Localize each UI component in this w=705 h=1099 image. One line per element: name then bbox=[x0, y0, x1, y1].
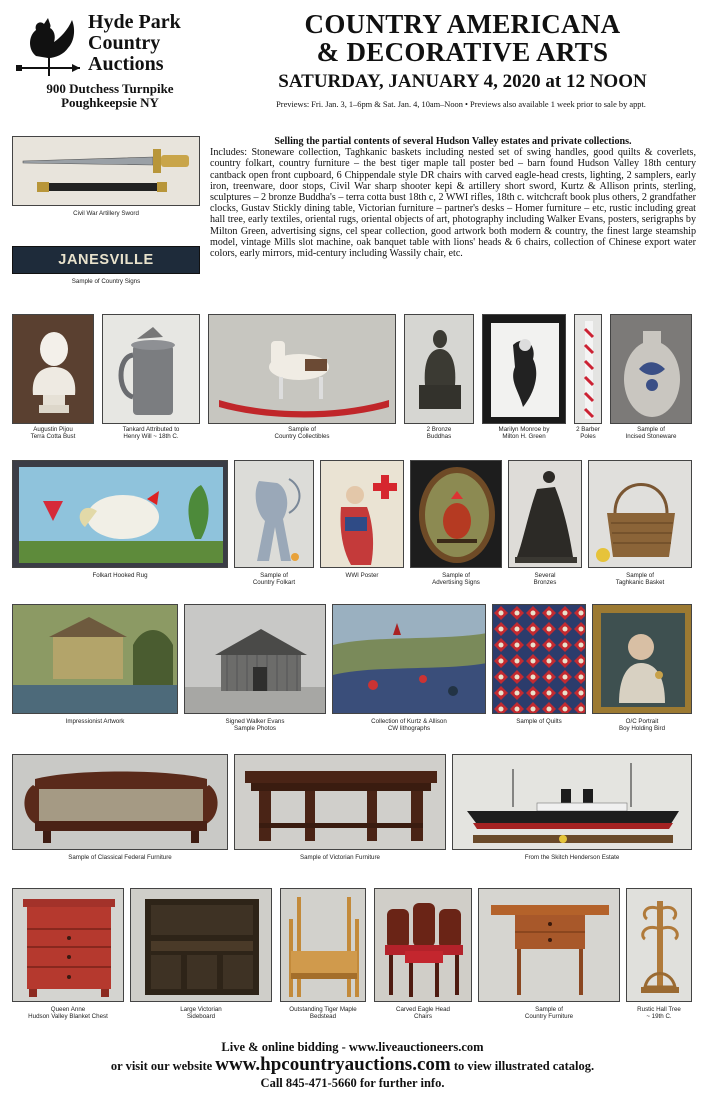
caption-quilts: Sample of Quilts bbox=[516, 718, 562, 725]
steamship-icon bbox=[453, 755, 692, 850]
preview-times: Previews: Fri. Jan. 3, 1–6pm & Sat. Jan. 4, 10am–Noon • Previews also available 1 week prior to sale by appt. bbox=[276, 100, 646, 109]
rooster-weathervane-icon bbox=[14, 16, 84, 78]
photo-eagle-chairs bbox=[374, 888, 472, 1002]
photo-blanket-chest bbox=[12, 888, 124, 1002]
photo-victorian-furniture bbox=[234, 754, 446, 850]
caption-bedstead: Outstanding Tiger Maple Bedstead bbox=[289, 1006, 357, 1020]
photo-monroe bbox=[482, 314, 566, 424]
photo-sign bbox=[12, 246, 200, 274]
title-line-2: & DECORATIVE ARTS bbox=[316, 37, 609, 67]
photo-sideboard bbox=[130, 888, 272, 1002]
footer-website-post: to view illustrated catalog. bbox=[453, 1059, 595, 1073]
photo-collectibles bbox=[208, 314, 396, 424]
photo-basket bbox=[588, 460, 692, 568]
photo-impressionist bbox=[12, 604, 178, 714]
caption-monroe: Marilyn Monroe by Milton H. Green bbox=[498, 426, 550, 440]
photo-barber-poles bbox=[574, 314, 602, 424]
photo-folkart bbox=[234, 460, 314, 568]
caption-hall-tree: Rustic Hall Tree ~ 19th C. bbox=[637, 1006, 681, 1020]
caption-sword: Civil War Artillery Sword bbox=[73, 210, 139, 217]
photo-ad-signs bbox=[410, 460, 502, 568]
photo-hooked-rug bbox=[12, 460, 228, 568]
caption-signs: Sample of Country Signs bbox=[71, 278, 141, 285]
intro-body: Includes: Stoneware collection, Taghkanic baskets including nested set of swing handles, good quilts & coverlets, country folkart, country furniture – the best tiger maple tall poster bed – barn found Hudson Valley 18th century cantback open front cupboard, 6 Chippendale style DR chairs with carved eagle-head crests, lighting, 2 samplers, early iron, treenware, door stops, Civil War sharp shooter kepi & artillery short sword, Kurtz & Allison prints, sterling, sculptures – 2 bronze Buddha's – terra cotta bust 18th c, 2 WWI rifles, 18th c. witchcraft book plus others, 2 grandfather clocks, Gustav Stickly dining table, Victorian furniture – partner's desks – Homer furniture – etc, rustic including great hall tree, early textiles, oriental rugs, oriental objects of art, photography including Walker Evans, posters, serigraphs by Milton Green, advertising signs, cel spear collection, good artwork both modern & country, the finest large steamship model, vintage Mills slot machine, oak banquet table with lions' heads & 6 chairs, collection of Chinese export water colors, early mirrors, mid-century including Wassily chair, etc. bbox=[210, 147, 696, 260]
intro-text bbox=[210, 136, 696, 259]
logo-line-3: Auctions bbox=[88, 53, 164, 75]
sword-icon bbox=[13, 137, 200, 206]
caption-poster: WWI Poster bbox=[345, 572, 379, 579]
caption-impressionist: Impressionist Artwork bbox=[65, 718, 125, 725]
photo-sword bbox=[12, 136, 200, 206]
address-line-2: Poughkeepsie NY bbox=[61, 95, 159, 110]
caption-sideboard: Large Victorian Sideboard bbox=[180, 1006, 222, 1020]
caption-kurtz: Collection of Kurtz & Allison CW lithographs bbox=[371, 718, 447, 732]
caption-basket: Sample of Taghkanic Basket bbox=[615, 572, 665, 586]
photo-buddhas bbox=[404, 314, 474, 424]
photo-tankard bbox=[102, 314, 200, 424]
photo-quilts bbox=[492, 604, 586, 714]
footer-phone-line: Call 845-471-5660 for further info. bbox=[260, 1076, 445, 1090]
address-line-1: 900 Dutchess Turnpike bbox=[46, 81, 174, 96]
caption-eagle-chairs: Carved Eagle Head Chairs bbox=[395, 1006, 450, 1020]
photo-federal-furniture bbox=[12, 754, 228, 850]
photo-stoneware bbox=[610, 314, 692, 424]
quilt-pattern-icon bbox=[493, 605, 586, 714]
caption-walker-evans: Signed Walker Evans Sample Photos bbox=[225, 718, 285, 732]
title-line-1: COUNTRY AMERICANA bbox=[304, 9, 621, 39]
logo-line-2: Country bbox=[88, 32, 161, 54]
sale-date: SATURDAY, JANUARY 4, 2020 at 12 NOON bbox=[278, 71, 647, 92]
caption-portrait: O/C Portrait Boy Holding Bird bbox=[618, 718, 666, 732]
photo-steamship bbox=[452, 754, 692, 850]
caption-collectibles: Sample of Country Collectibles bbox=[274, 426, 330, 440]
caption-poles: 2 Barber Poles bbox=[576, 426, 600, 440]
sign-text: JANESVILLE bbox=[58, 252, 154, 268]
logo-line-1: Hyde Park bbox=[88, 11, 181, 33]
caption-rug: Folkart Hooked Rug bbox=[92, 572, 148, 579]
footer bbox=[0, 1040, 705, 1091]
photo-kurtz-allison bbox=[332, 604, 486, 714]
caption-folkart: Sample of Country Folkart bbox=[252, 572, 296, 586]
caption-tankard: Tankard Attributed to Henry Will ~ 18th C. bbox=[122, 426, 180, 440]
caption-steamship: From the Skitch Henderson Estate bbox=[524, 854, 620, 861]
photo-walker-evans bbox=[184, 604, 326, 714]
caption-blanket-chest: Queen Anne Hudson Valley Blanket Chest bbox=[28, 1006, 108, 1020]
photo-wwi-poster bbox=[320, 460, 404, 568]
website-link[interactable]: www.hpcountryauctions.com bbox=[215, 1054, 451, 1075]
photo-bronzes bbox=[508, 460, 582, 568]
caption-bust: Augustin Pijou Terra Cotta Bust bbox=[30, 426, 76, 440]
photo-hall-tree bbox=[626, 888, 692, 1002]
caption-stoneware: Sample of Incised Stoneware bbox=[625, 426, 677, 440]
address bbox=[10, 82, 210, 110]
caption-country-furniture: Sample of Country Furniture bbox=[524, 1006, 574, 1020]
footer-bidding-line: Live & online bidding - www.liveauctioneers.com bbox=[221, 1040, 484, 1054]
photo-portrait bbox=[592, 604, 692, 714]
photo-bedstead bbox=[280, 888, 366, 1002]
logo-name bbox=[88, 12, 181, 75]
caption-federal: Sample of Classical Federal Furniture bbox=[68, 854, 172, 861]
photo-bust bbox=[12, 314, 94, 424]
caption-buddhas: 2 Bronze Buddhas bbox=[426, 426, 452, 440]
caption-victorian: Sample of Victorian Furniture bbox=[299, 854, 381, 861]
caption-ad-signs: Sample of Advertising Signs bbox=[432, 572, 480, 586]
auction-house-logo bbox=[10, 8, 215, 118]
footer-website-line bbox=[0, 1055, 705, 1076]
photo-country-furniture bbox=[478, 888, 620, 1002]
page-title bbox=[230, 10, 695, 66]
caption-bronzes: Several Bronzes bbox=[533, 572, 557, 586]
intro-lead: Selling the partial contents of several Hudson Valley estates and private collections. bbox=[274, 136, 632, 147]
footer-website-pre: or visit our website bbox=[110, 1059, 213, 1073]
